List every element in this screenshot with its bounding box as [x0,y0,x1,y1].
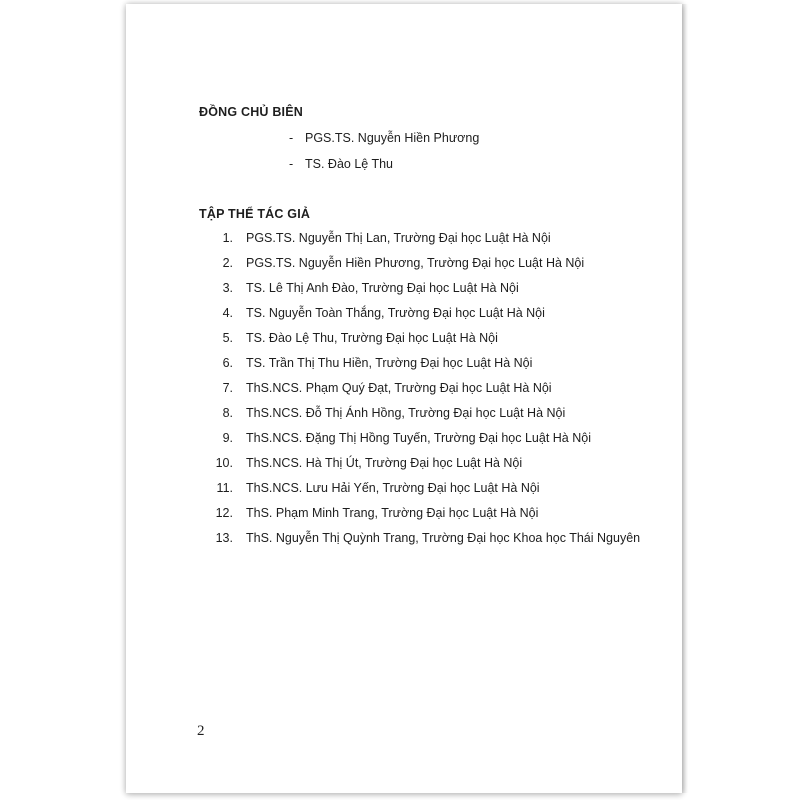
author-item: ThS.NCS. Lưu Hải Yến, Trường Đại học Luật Hà Nội [246,481,540,495]
author-number: 5. [222,331,233,345]
author-item: ThS.NCS. Hà Thị Út, Trường Đại học Luật Hà Nội [246,456,523,470]
author-number: 12. [215,506,233,520]
author-number: 7. [222,381,233,395]
co-editor-dash: - [289,157,294,171]
co-editor-dash: - [289,131,294,145]
author-number: 13. [215,531,233,545]
co-editor-name: PGS.TS. Nguyễn Hiền Phương [305,131,480,145]
author-number: 10. [215,456,233,470]
co-editor-name: TS. Đào Lệ Thu [305,157,394,171]
author-item: TS. Nguyễn Toàn Thắng, Trường Đại học Luật Hà Nội [246,306,545,320]
author-number: 3. [222,281,233,295]
author-item: PGS.TS. Nguyễn Hiền Phương, Trường Đại học Luật Hà Nội [246,256,585,270]
author-item: PGS.TS. Nguyễn Thị Lan, Trường Đại học Luật Hà Nội [246,231,551,245]
author-number: 1. [222,231,233,245]
page-number: 2 [197,723,205,739]
author-item: TS. Trần Thị Thu Hiền, Trường Đại học Luật Hà Nội [246,356,533,370]
document-page [126,4,682,793]
author-item: ThS.NCS. Đỗ Thị Ánh Hồng, Trường Đại học Luật Hà Nội [246,406,566,420]
author-item: ThS.NCS. Phạm Quý Đạt, Trường Đại học Luật Hà Nội [246,381,552,395]
author-item: ThS. Nguyễn Thị Quỳnh Trang, Trường Đại học Khoa học Thái Nguyên [246,531,641,545]
author-number: 2. [222,256,233,270]
author-number: 9. [222,431,233,445]
author-item: ThS.NCS. Đặng Thị Hồng Tuyến, Trường Đại học Luật Hà Nội [246,431,591,445]
co-editors-heading: ĐỒNG CHỦ BIÊN [199,105,303,119]
authors-heading: TẬP THỂ TÁC GIẢ [199,207,311,221]
author-number: 4. [222,306,233,320]
author-item: TS. Đào Lệ Thu, Trường Đại học Luật Hà Nội [246,331,498,345]
page-edge-shadow [682,4,688,793]
author-item: ThS. Phạm Minh Trang, Trường Đại học Luật Hà Nội [246,506,539,520]
author-number: 11. [216,481,233,495]
author-item: TS. Lê Thị Anh Đào, Trường Đại học Luật Hà Nội [246,281,519,295]
author-number: 6. [222,356,233,370]
author-number: 8. [222,406,233,420]
